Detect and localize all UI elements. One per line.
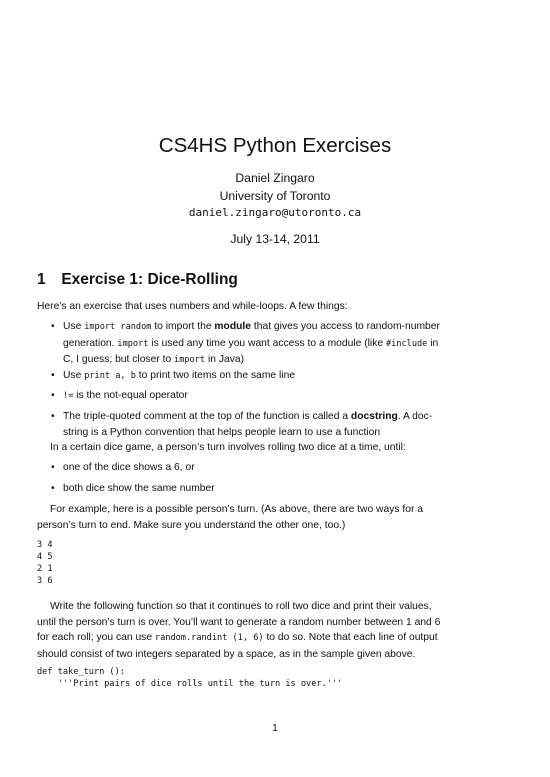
bullet4-line2: string is a Python convention that helps people learn to use a function xyxy=(63,426,381,438)
bullet-item-print xyxy=(63,368,515,385)
bullet1-line3-pre: C, I guess; but closer to xyxy=(63,354,175,365)
bullet4-pre: The triple-quoted comment at the top of the function is called a xyxy=(63,411,351,422)
author-affiliation: University of Toronto xyxy=(219,189,331,203)
bold-module: module xyxy=(214,321,252,332)
rule-item-six: one of the dice shows a 6, or xyxy=(63,462,195,473)
bullet-marker: • xyxy=(51,462,55,473)
code-not-equal: != xyxy=(63,391,74,401)
section-number: 1 xyxy=(37,271,46,288)
code-print: print a, b xyxy=(84,371,136,381)
roll-line: 3 4 xyxy=(37,540,53,550)
bullet-marker: • xyxy=(51,321,55,332)
task-paragraph xyxy=(37,599,513,662)
bullet1-mid1: to import the xyxy=(151,321,215,332)
roll-line: 4 5 xyxy=(37,552,53,562)
bullet1-line2-text: is used any time you want access to a module (like xyxy=(148,337,386,349)
roll-line: 2 1 xyxy=(37,564,53,574)
bullet3-post: is the not-equal operator xyxy=(73,390,188,401)
bullet-marker: • xyxy=(51,411,55,422)
bullet-item-notequal xyxy=(63,388,515,405)
bullet-item-docstring xyxy=(63,409,515,440)
bullet2-post: to print two items on the same line xyxy=(135,370,296,381)
rule-item-same: both dice show the same number xyxy=(63,483,215,494)
bullet-marker: • xyxy=(51,370,55,381)
bullet1-pre: Use xyxy=(63,321,85,332)
bullet1-line2-end: in xyxy=(427,337,439,349)
task-line2: until the person’s turn is over. You’ll want to generate a random number between 1 and 6 xyxy=(37,616,441,628)
bullet1-line2-start: generation. xyxy=(63,337,118,349)
section-heading xyxy=(37,271,238,289)
dice-intro-paragraph: In a certain dice game, a person’s turn involves rolling two dice at a time, until: xyxy=(50,442,406,453)
bullet1-mid2: that gives you access to random-number xyxy=(251,321,440,332)
example-line2: person’s turn to end. Make sure you understand the other one, too.) xyxy=(37,519,346,531)
bold-docstring: docstring xyxy=(350,411,398,422)
example-line1: For example, here is a possible person’s turn. (As above, there are two ways for a xyxy=(50,504,423,515)
roll-line: 3 6 xyxy=(37,576,53,586)
intro-paragraph: Here’s an exercise that uses numbers and while-loops. A few things: xyxy=(37,301,348,312)
roll-output xyxy=(37,539,53,587)
author-email: daniel.zingaro@utoronto.ca xyxy=(188,206,362,219)
example-paragraph xyxy=(37,502,513,533)
code-randint: random.randint (1, 6) xyxy=(154,633,264,643)
bullet-marker: • xyxy=(51,390,55,401)
document-date: July 13-14, 2011 xyxy=(230,232,320,246)
author-name: Daniel Zingaro xyxy=(235,171,315,185)
code-import: import xyxy=(117,338,149,349)
bullet1-line3-end: in Java) xyxy=(205,354,244,365)
code-line: def take_turn (): xyxy=(37,667,125,677)
function-code-block xyxy=(37,666,342,690)
code-line: '''Print pairs of dice rolls until the turn is over.''' xyxy=(37,679,343,689)
code-import-java: import xyxy=(174,355,206,365)
code-import-random: import random xyxy=(84,322,152,332)
code-include: #include xyxy=(385,338,428,349)
task-line3-pre: for each roll; you can use xyxy=(37,632,155,643)
bullet-marker: • xyxy=(51,483,55,494)
task-line1: Write the following function so that it continues to roll two dice and print their values, xyxy=(50,601,432,612)
task-line4: should consist of two integers separated by a space, as in the sample given above. xyxy=(37,648,416,660)
bullet-item-import xyxy=(63,319,515,369)
bullet4-post: . A doc- xyxy=(397,411,433,422)
document-title: CS4HS Python Exercises xyxy=(158,134,392,157)
task-line3-post: to do so. Note that each line of output xyxy=(263,632,438,643)
page-number: 1 xyxy=(272,723,278,734)
bullet2-pre: Use xyxy=(63,370,85,381)
section-title: Exercise 1: Dice-Rolling xyxy=(61,271,238,288)
